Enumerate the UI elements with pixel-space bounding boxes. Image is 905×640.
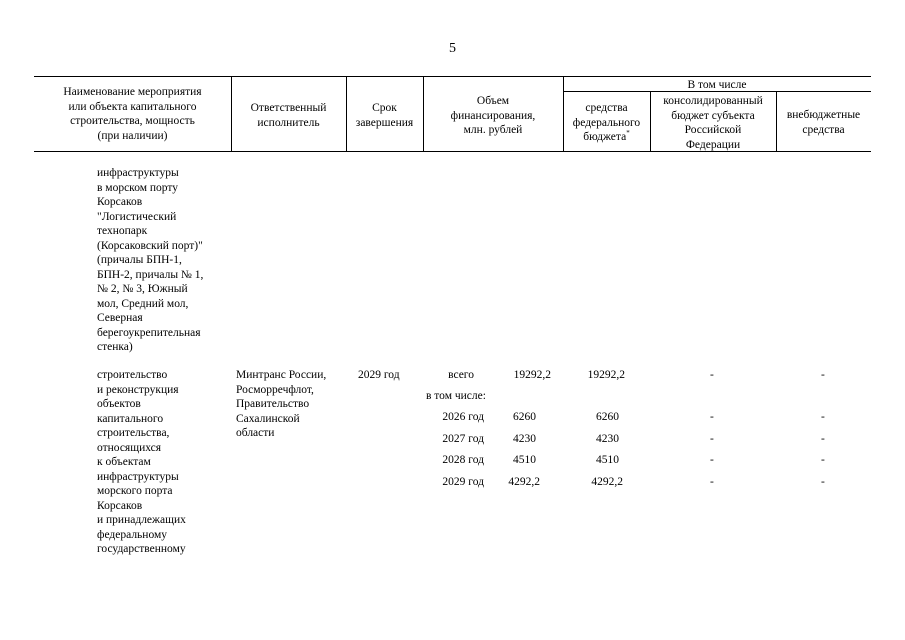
finance-total-federal: 19292,2 [587,369,625,381]
finance-2029-regional: - [710,476,714,488]
header-volume: Объем финансирования, млн. рублей [450,95,536,136]
row-name: строительство и реконструкция объектов капитального строительства, относящихся к объектам инфраструктуры морского порта Корсаков и принадлежащих федеральному государственному [97,369,186,555]
row-executor: Минтранс России, Росморречфлот, Правительство Сахалинской области [236,369,327,439]
footnote-mark: * [626,129,630,138]
finance-2026-extra: - [821,411,825,423]
finance-2026-sum: 6260 [513,411,536,423]
finance-total-regional: - [710,369,714,381]
row-deadline: 2029 год [358,369,400,381]
header-deadline: Срок завершения [355,102,414,129]
finance-2027-extra: - [821,433,825,445]
finance-label-2029: 2029 год [442,476,484,488]
finance-2029-federal: 4292,2 [591,476,623,488]
finance-2029-sum: 4292,2 [508,476,540,488]
header-extra: внебюджетные средства [786,109,861,136]
finance-label-2027: 2027 год [442,433,484,445]
finance-total-extra: - [821,369,825,381]
header-executor: Ответственный исполнитель [250,102,327,129]
finance-2028-federal: 4510 [596,454,619,466]
finance-label-2028: 2028 год [442,454,484,466]
table-top-border [34,76,871,77]
finance-2027-regional: - [710,433,714,445]
header-name: Наименование мероприятия или объекта капитального строительства, мощность (при наличии) [63,86,202,142]
finance-total-sum: 19292,2 [513,369,551,381]
finance-2029-extra: - [821,476,825,488]
finance-2028-extra: - [821,454,825,466]
finance-2026-federal: 6260 [596,411,619,423]
finance-2028-regional: - [710,454,714,466]
finance-label-2026: 2026 год [442,411,484,423]
finance-2028-sum: 4510 [513,454,536,466]
header-regional: консолидированный бюджет субъекта Российской Федерации [663,95,763,151]
header-federal-text: средства федерального бюджета [572,102,641,143]
finance-label-total: всего [448,369,474,381]
finance-2027-sum: 4230 [513,433,536,445]
header-including: В том числе [687,79,747,91]
header-federal [563,101,650,145]
finance-2026-regional: - [710,411,714,423]
page-number: 5 [449,41,456,56]
finance-2027-federal: 4230 [596,433,619,445]
including-label: в том числе: [426,390,486,402]
continued-name-text: инфраструктуры в морском порту Корсаков "Логистический технопарк (Корсаковский порт)" (причалы БПН-1, БПН-2, причалы № 1, № 2, № 3, Южный мол, Средний мол, Северная берегоукрепительная стенка) [97,167,204,353]
